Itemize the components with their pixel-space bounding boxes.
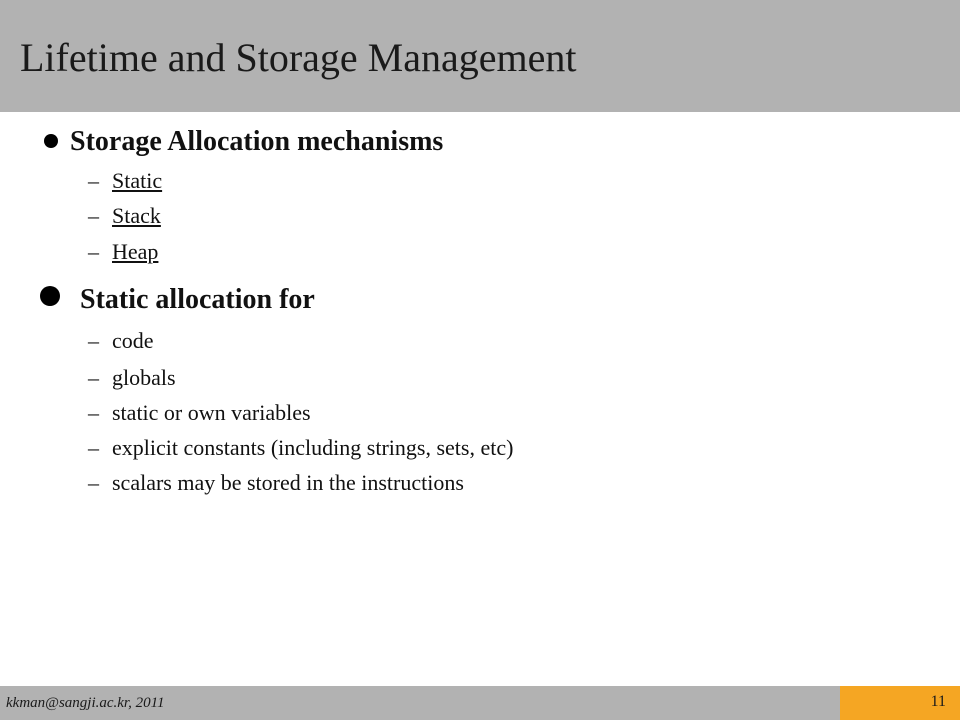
dash-marker: – xyxy=(88,328,99,353)
list-item-scalars xyxy=(88,470,464,496)
list-item-code xyxy=(88,328,154,354)
dash-marker: – xyxy=(88,168,99,193)
item-text-scalars: scalars may be stored in the instructions xyxy=(112,470,464,495)
list-item-globals xyxy=(88,365,176,391)
footer-author: kkman@sangji.ac.kr, 2011 xyxy=(6,695,165,711)
dash-marker: – xyxy=(88,400,99,425)
list-item-explicit-constants xyxy=(88,435,513,461)
item-text-code: code xyxy=(112,328,154,353)
dash-marker: – xyxy=(88,435,99,460)
list-item-static-variables xyxy=(88,400,311,426)
link-stack[interactable]: Stack xyxy=(112,203,161,228)
bullet-dot-icon xyxy=(44,134,58,148)
dash-marker: – xyxy=(88,365,99,390)
dash-marker: – xyxy=(88,239,99,264)
list-item-stack[interactable] xyxy=(88,203,161,229)
page-number-box xyxy=(840,686,960,720)
bullet-dot-icon xyxy=(40,286,60,306)
dash-marker: – xyxy=(88,203,99,228)
item-text-globals: globals xyxy=(112,365,176,390)
link-heap[interactable]: Heap xyxy=(112,239,159,264)
list-item-static[interactable] xyxy=(88,168,162,194)
page-number: 11 xyxy=(930,693,946,710)
slide-title: Lifetime and Storage Management xyxy=(20,35,577,80)
bullet-heading-static-allocation: Static allocation for xyxy=(80,284,315,315)
item-text-explicit-constants: explicit constants (including strings, sets, etc) xyxy=(112,435,514,460)
list-item-heap[interactable] xyxy=(88,239,158,265)
item-text-static-variables: static or own variables xyxy=(112,400,311,425)
footer-bar xyxy=(0,686,960,720)
bullet-heading-storage-allocation: Storage Allocation mechanisms xyxy=(70,126,444,157)
dash-marker: – xyxy=(88,470,99,495)
title-bar xyxy=(0,0,960,112)
link-static[interactable]: Static xyxy=(112,168,163,193)
